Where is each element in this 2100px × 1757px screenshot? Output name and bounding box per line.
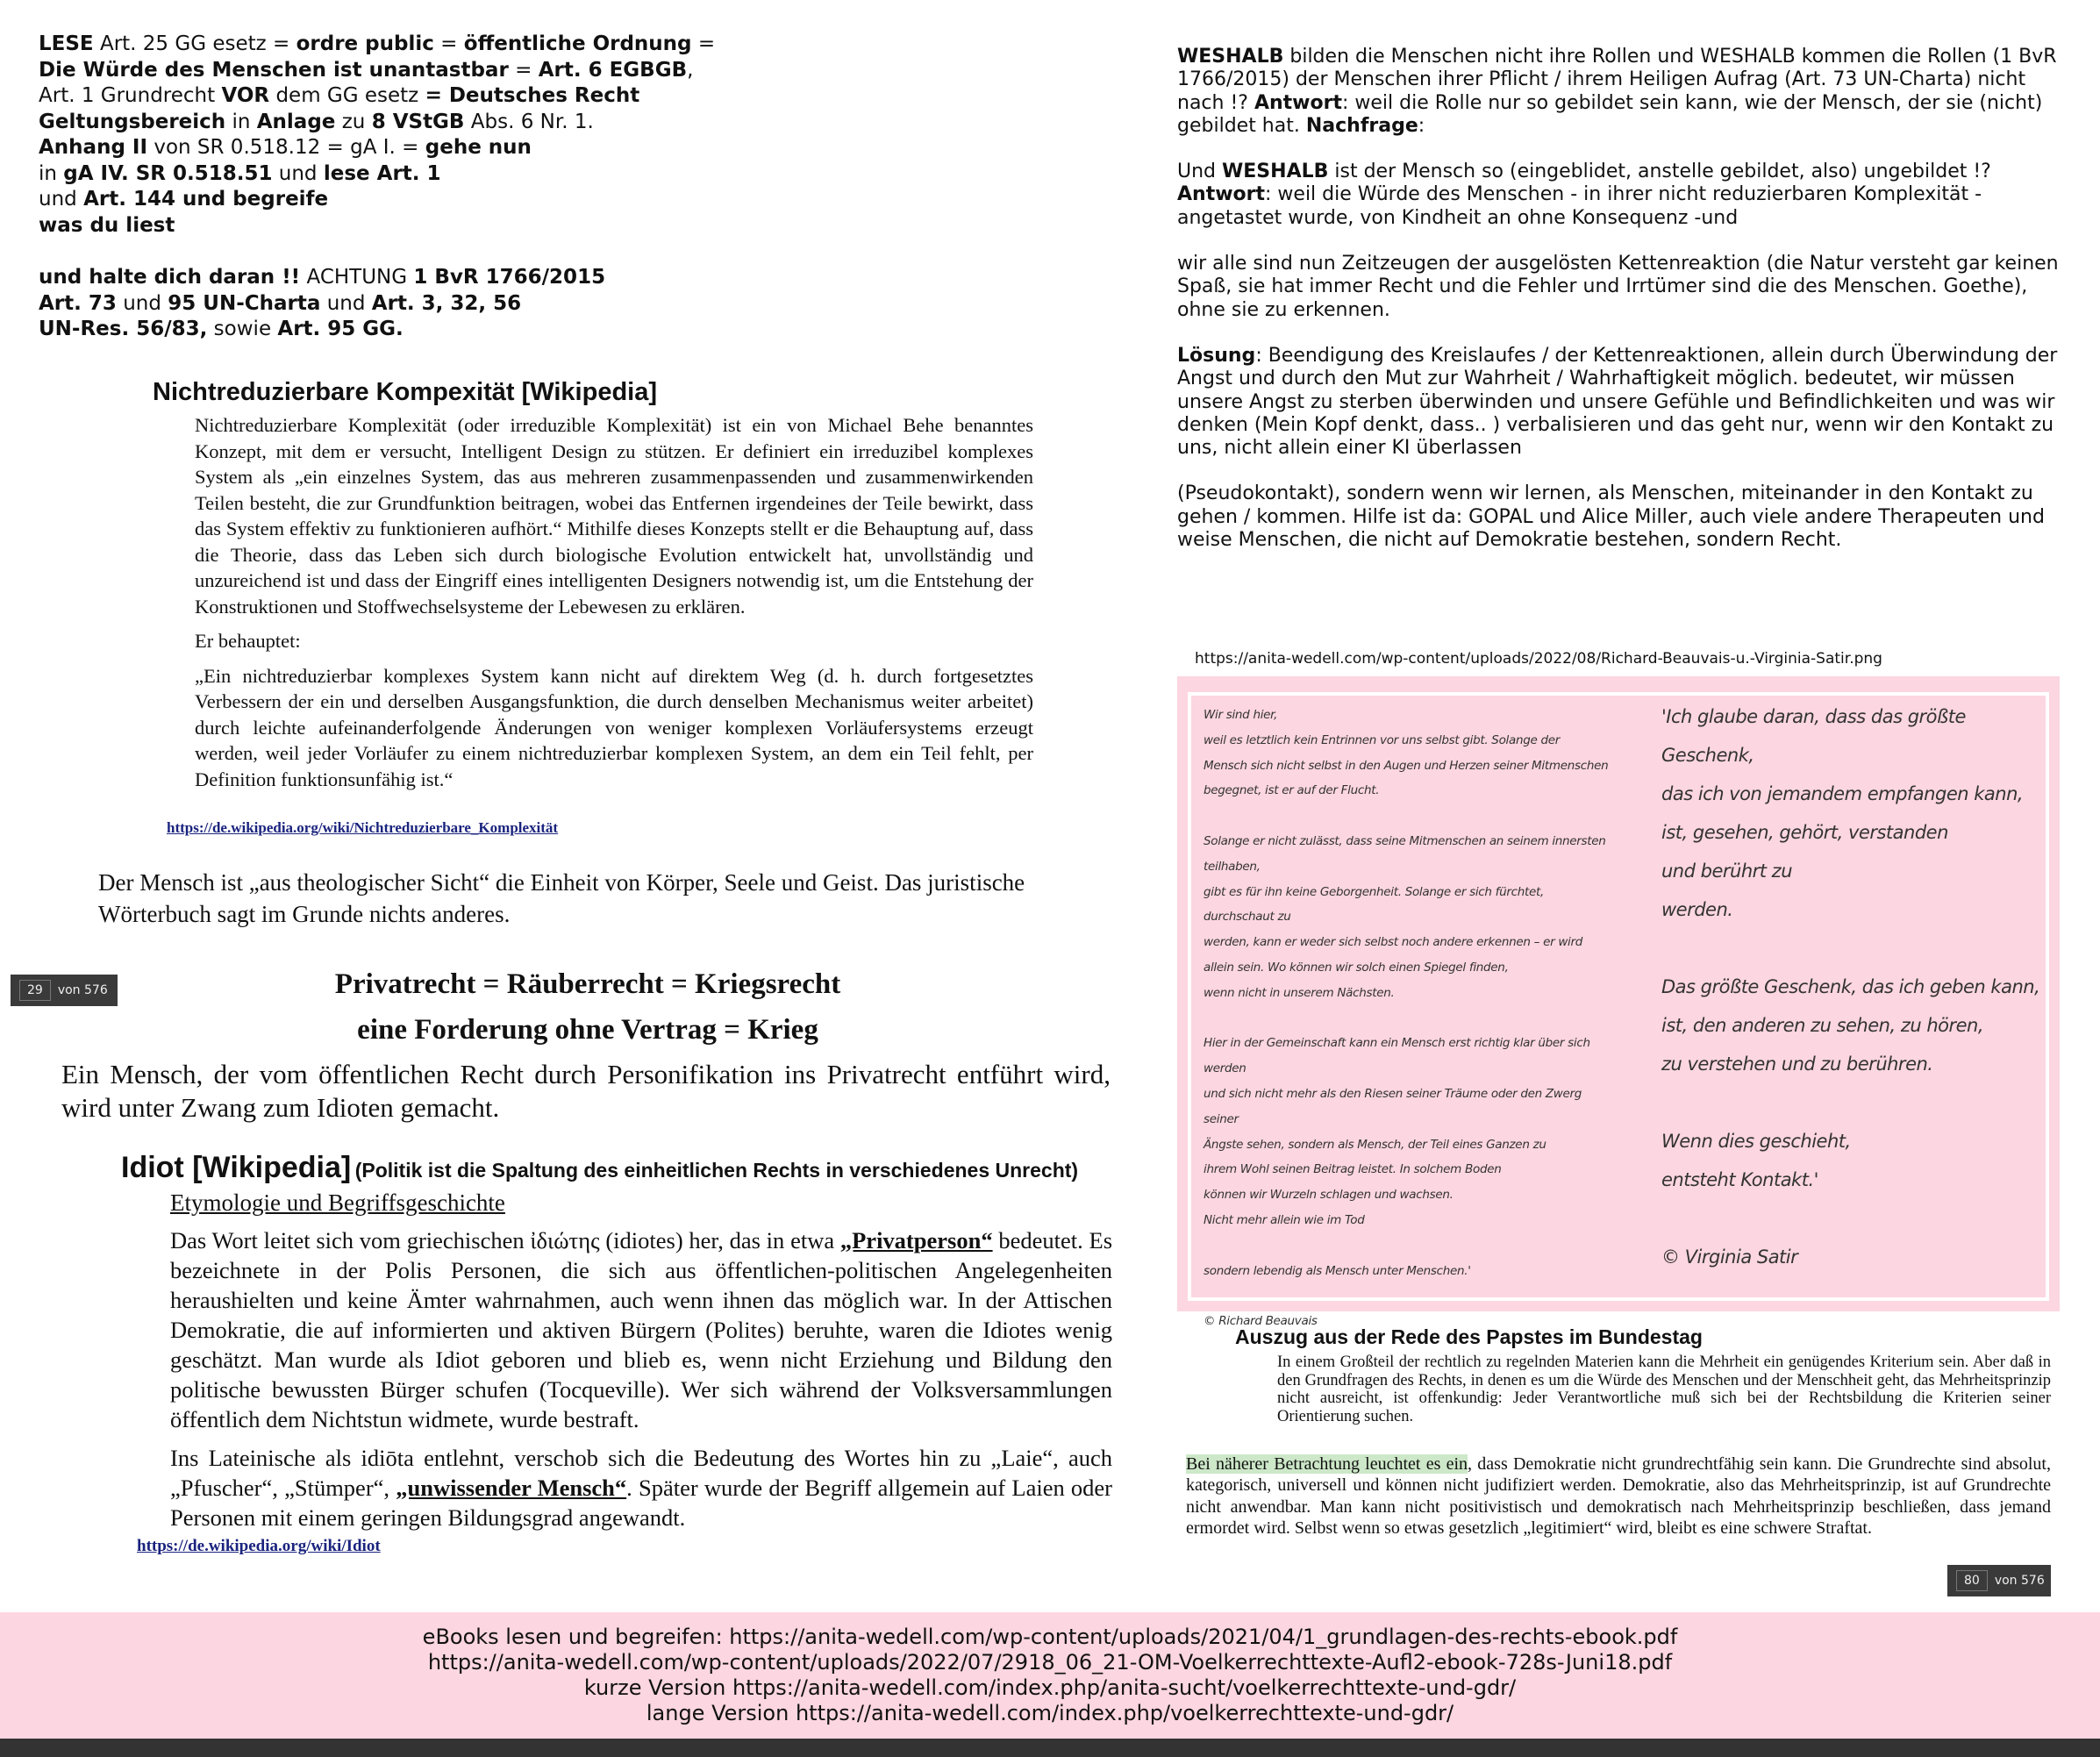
quote-line xyxy=(1661,1083,2056,1122)
text: Abs. 6 Nr. 1. xyxy=(464,110,594,133)
text: ist der Mensch so (eingeblidet, anstelle gebildet, also) ungebildet !? xyxy=(1328,161,1991,183)
text: Nachfrage xyxy=(1305,114,1418,137)
text: 95 UN-Charta xyxy=(168,291,321,315)
text: Art. 95 GG. xyxy=(277,318,404,340)
text: : weil die Rolle nur so gebildet sein kann, wie der Mensch, der sie (nicht) gebildet hat. xyxy=(1177,91,2043,137)
text: : weil die Würde des Menschen - in ihrer nicht reduzierbaren Komplexität - angetastet wurde, von Kindheit an ohne Konsequenz -und xyxy=(1177,183,1982,229)
page-number: 80 xyxy=(1956,1570,1988,1591)
text: und xyxy=(272,161,324,185)
text: ACHTUNG xyxy=(300,266,414,289)
quote-line: weil es letztlich kein Entrinnen vor uns selbst gibt. Solange der xyxy=(1204,732,1561,747)
text: sowie xyxy=(207,318,278,340)
text: Und xyxy=(1177,161,1223,183)
text: und xyxy=(116,291,168,315)
quote-line: zu verstehen und zu berühren. xyxy=(1661,1053,1933,1075)
text: Das Wort leitet sich vom griechischen ἰδιώτης (idiotes) her, das in etwa xyxy=(170,1227,840,1253)
quote-line: Nicht mehr allein wie im Tod xyxy=(1204,1212,1365,1227)
quote-line: Wir sind hier, xyxy=(1204,708,1278,722)
line xyxy=(39,32,1109,58)
paragraph xyxy=(170,1225,1112,1434)
paragraph xyxy=(170,1443,1112,1532)
quote-line: begegnet, ist er auf der Flucht. xyxy=(1204,783,1380,798)
paragraph-mensch: Der Mensch ist „aus theologischer Sicht“ die Einheit von Körper, Seele und Geist. Das juristische Wörterbuch sagt im Grunde nichts anderes. xyxy=(98,869,1025,927)
paragraph xyxy=(1177,345,2063,460)
text: . Später wurde der Begriff allgemein auf Laien oder Personen mit einem geringen Bildungsgrad angewandt. xyxy=(170,1475,1112,1531)
text: ordre public xyxy=(296,32,434,55)
quote-line: Wenn dies geschieht, xyxy=(1661,1131,1851,1152)
emphasis: „Privatperson“ xyxy=(839,1227,993,1253)
text: Ins Lateinische als idiōta entlehnt, verschob sich die Bedeutung des Wortes hin zu „Laie“, auch „Pfuscher“, „Stümper“, xyxy=(170,1445,1112,1501)
papst-section-title: Auszug aus der Rede des Papstes im Bundestag xyxy=(1235,1325,1703,1348)
page-total: von 576 xyxy=(1994,1574,2045,1588)
text: 1 BvR 1766/2015 xyxy=(413,266,606,289)
text: UN-Res. 56/83, xyxy=(39,318,208,340)
text: : Beendigung des Kreislaufes / der Kettenreaktionen, allein durch Überwindung der Angst und durch den Mut zur Wahrheit / Wahrhaftigkeit möglich. bedeutet, wir müssen unsere Angst zu sterben überwinden und unsere Gefühle und Befindlichkeiten und was wir denken (Mein Kopf denkt, dass.. ) verbalisieren und das geht nur, wenn wir den Kontakt zu uns, nicht allein einer KI überlassen xyxy=(1177,344,2058,460)
paragraph: Er behauptet: xyxy=(195,630,301,652)
quote-line xyxy=(1661,1199,2056,1238)
quote-line xyxy=(1204,804,1616,829)
image-url[interactable]: https://anita-wedell.com/wp-content/uploads/2022/08/Richard-Beauvais-u.-Virginia-Satir.png xyxy=(1195,650,1882,668)
paragraph-entfuehrt: Ein Mensch, der vom öffentlichen Recht durch Personifikation ins Privatrecht entführt wird, wird unter Zwang zum Idioten gemacht. xyxy=(61,1059,1111,1123)
text: Antwort xyxy=(1177,183,1266,206)
quote-line: © Virginia Satir xyxy=(1661,1246,1798,1268)
quote-line: und sich nicht mehr als den Riesen seiner Träume oder den Zwerg seiner xyxy=(1204,1086,1582,1126)
text: dem GG esetz xyxy=(269,84,425,107)
heading-forderung: eine Forderung ohne Vertrag = Krieg xyxy=(357,1014,818,1046)
text: = xyxy=(508,58,539,82)
text: Art. 144 und begreife xyxy=(83,188,329,211)
page-total: von 576 xyxy=(57,983,108,997)
highlighted-text: Bei näherer Betrachtung leuchtet es ein xyxy=(1186,1454,1468,1474)
text: bilden die Menschen nicht ihre Rollen und WESHALB kommen die Rollen (1 BvR 1766/2015) der Menschen ihrer Pflicht / ihrem Heiligen Aufrag (Art. 73 UN-Charta) nicht nach !? xyxy=(1177,46,2057,114)
text: und xyxy=(320,291,372,315)
quote-line: ihrem Wohl seinen Beitrag leistet. In solchem Boden xyxy=(1204,1162,1502,1177)
text: WESHALB xyxy=(1222,161,1329,183)
page-indicator xyxy=(11,975,118,1006)
subheading-etymologie: Etymologie und Begriffsgeschichte xyxy=(170,1189,505,1216)
quote-line: Das größte Geschenk, das ich geben kann, xyxy=(1661,976,2040,997)
text: bedeutet. Es bezeichnete in der Polis Personen, die sich aus öffentlichen-politischen Angelegenheiten heraushielten und keine Ämter wahrnahmen, auch wenn ihnen das möglich war. In der Attischen Demokratie, die auf informierten und aktiven Bürgern (Polites) beruhte, waren die Idiotes wenig geschätzt. Man wurde als Idiot geboren und blieb es, wenn nicht Erziehung und Bildung den politische bewussten Bürger schufen (Tocqueville). Wer sich während der Volksversammlungen öffentlich dem Nichtstun widmete, wurde bestraft. xyxy=(170,1227,1113,1432)
line xyxy=(39,187,1109,213)
text: VOR xyxy=(221,84,270,107)
quote: „Ein nichtreduzierbar komplexes System kann nicht auf direktem Weg (d. h. durch fortgesetztes Verbessern der ein und derselben Ausgangsfunktion, die durch denselben Mechanismus weiter arbeitet) durch leichte aufeinanderfolgende Änderungen von weniger komplexen Vorläufersystems erzeugt werden, weil jeder Vorläufer zu einem nichtreduzierbar komplexen System, an dem ein Teil fehlt, per Definition funktionsunfähig ist.“ xyxy=(195,664,1033,790)
text: Art. 25 GG esetz = xyxy=(93,32,296,55)
footer-link-line[interactable]: lange Version https://anita-wedell.com/index.php/voelkerrechttexte-und-gdr/ xyxy=(646,1701,1454,1725)
paragraph xyxy=(1177,161,2063,230)
quote-line: sondern lebendig als Mensch unter Menschen.' xyxy=(1204,1263,1471,1278)
text: öffentliche Ordnung xyxy=(463,32,692,55)
line xyxy=(39,213,1109,239)
quote-line: © Richard Beauvais xyxy=(1204,1314,1318,1329)
text: = xyxy=(691,32,716,55)
quote-line xyxy=(1661,929,2056,968)
text: Anlage xyxy=(256,110,336,133)
text: 8 VStGB xyxy=(371,110,465,133)
quote-line: das ich von jemandem empfangen kann, xyxy=(1661,783,2024,804)
subtitle: (Politik ist die Spaltung des einheitlichen Rechts in verschiedenes Unrecht) xyxy=(354,1159,1079,1182)
satir-quote xyxy=(1661,697,2056,1276)
line xyxy=(39,135,1109,161)
text: , dass Demokratie nicht grundrechtfähig sein kann. Die Grundrechte sind absolut, kategorisch, universell und können nicht judifiziert werden. Demokratie, also das Mehrheitsprinzip, ist auf Grundrechte nicht anwendbar. Man kann nicht positivistisch und demokratisch nach Mehrheitsprinzip beschließen, dass jemand ermordet wird. Selbst wenn so etwas gesetzlich „legitimiert“ wird, bleibt es eine schwere Straftat. xyxy=(1186,1454,2051,1538)
text: = Deutsches Recht xyxy=(425,84,640,107)
text: zu xyxy=(335,110,372,133)
quote-line: ist, den anderen zu sehen, zu hören, xyxy=(1661,1015,1984,1036)
emphasis: „unwissender Mensch“ xyxy=(396,1475,627,1501)
quote-line xyxy=(1204,1233,1616,1259)
quote-line: wenn nicht in unserem Nächsten. xyxy=(1204,985,1395,1000)
quote-line: entsteht Kontakt.' xyxy=(1661,1169,1818,1190)
text: von SR 0.518.12 = gA I. = xyxy=(147,136,425,159)
text: gA IV. SR 0.518.51 xyxy=(63,161,273,185)
text: und xyxy=(39,188,84,211)
title: Idiot [Wikipedia] xyxy=(121,1151,352,1184)
right-column-text xyxy=(1177,46,2063,575)
text: Antwort xyxy=(1254,91,1342,114)
text: Lösung xyxy=(1177,344,1256,367)
text: LESE xyxy=(39,32,94,55)
quote-line: werden. xyxy=(1661,899,1733,920)
text: Art. 73 xyxy=(39,291,117,315)
paragraph: WESHALB bilden die Menschen nicht ihre Rollen und WESHALB kommen die Rollen (1 BvR 1766/2015) der Menschen ihrer Pflicht / ihrem Heiligen Aufrag (Art. 73 UN-Charta) nicht nach !? Antwort: weil die Rolle nur so gebildet sein kann, wie der Mensch, der sie (nicht) gebildet hat. Nachfrage: xyxy=(1177,46,2057,137)
spacer xyxy=(39,239,1109,265)
text: was du liest xyxy=(39,213,175,237)
paragraph: (Pseudokontakt), sondern wenn wir lernen, als Menschen, miteinander in den Kontakt zu gehen / kommen. Hilfe ist da: GOPAL und Alice Miller, auch viele andere Therapeuten und weise Menschen, die nicht auf Demokratie bestehen, sondern Recht. xyxy=(1177,482,2045,552)
text: = xyxy=(433,32,464,55)
quote-line: Ängste sehen, sondern als Mensch, der Teil eines Ganzen zu xyxy=(1204,1137,1546,1152)
idiot-section-title xyxy=(121,1151,1078,1185)
text: in xyxy=(225,110,257,133)
footer-link-line[interactable]: kurze Version https://anita-wedell.com/index.php/anita-sucht/voelkerrechttexte-und-gdr/ xyxy=(583,1675,1517,1700)
text: gehe nun xyxy=(425,136,532,159)
wiki-excerpt xyxy=(195,412,1033,801)
line xyxy=(39,291,1109,318)
wiki-link[interactable]: https://de.wikipedia.org/wiki/Idiot xyxy=(137,1537,381,1555)
footer-links xyxy=(0,1612,2100,1739)
paragraph: Nichtreduzierbare Komplexität (oder irreduzible Komplexität) ist ein von Michael Behe benanntes Konzept, mit dem er versucht, Intelligent Design zu stützen. Er definiert ein irreduzibel komplexes System als „ein einzelnes System, das aus mehreren zusammenpassenden und zusammenwirkenden Teilen besteht, die zur Grundfunktion beitragen, wobei das Entfernen irgendeines der Teile bewirkt, dass das System effektiv zu funktionieren aufhört.“ Mithilfe dieses Konzepts stellt er die Behauptung auf, dass die Theorie, dass das Leben sich durch biologische Evolution entwickelt hat, unvollständig und unzureichend ist und dass der Eingriff eines intelligenten Designers notwendig ist, um die Entstehung der Konstruktionen und Stoffwechselsysteme der Lebewesen zu erklären. xyxy=(195,414,1033,618)
quote-line: Hier in der Gemeinschaft kann ein Mensch erst richtig klar über sich werden xyxy=(1204,1036,1590,1076)
heading-privatrecht: Privatrecht = Räuberrecht = Kriegsrecht xyxy=(334,968,841,1000)
line xyxy=(39,58,1109,84)
text: und halte dich daran !! xyxy=(39,266,301,289)
quote-line: Solange er nicht zulässt, dass seine Mitmenschen an seinem innersten teilhaben, xyxy=(1204,833,1606,874)
quote-line: können wir Wurzeln schlagen und wachsen. xyxy=(1204,1188,1454,1203)
text: lese Art. 1 xyxy=(323,161,441,185)
wiki-link[interactable]: https://de.wikipedia.org/wiki/Nichtreduzierbare_Komplexität xyxy=(167,819,559,836)
text: Die Würde des Menschen ist unantastbar xyxy=(39,58,509,82)
quote-line: werden, kann er weder sich selbst noch andere erkennen – er wird xyxy=(1204,935,1583,950)
quote-line: 'Ich glaube daran, dass das größte Geschenk, xyxy=(1661,706,1966,766)
text: WESHALB xyxy=(1177,46,1284,68)
text: Geltungsbereich xyxy=(39,110,226,133)
line xyxy=(39,265,1109,291)
quote-line: und berührt zu xyxy=(1661,861,1793,882)
footer-link-line[interactable]: eBooks lesen und begreifen: https://anita-wedell.com/wp-content/uploads/2021/04/1_grundlagen-des-rechts-ebook.pdf xyxy=(422,1625,1678,1649)
page-number: 29 xyxy=(19,980,51,1001)
text: Anhang II xyxy=(39,136,148,159)
quote-line xyxy=(1204,1006,1616,1032)
bottom-bar xyxy=(0,1739,2100,1757)
quote-line: allein sein. Wo können wir solch einen Spiegel finden, xyxy=(1204,960,1509,975)
line xyxy=(39,110,1109,136)
papst-quote: In einem Großteil der rechtlich zu regelnden Materien kann die Mehrheit ein genügendes Kriterium sein. Aber daß in den Grundfragen des Rechts, in denen es um die Würde des Menschen und der Menschheit geht, das Mehrheitsprinzip nicht ausreicht, ist offenkundig: Jeder Verantwortliche muß sich bei der Rechtsbildung die Kriterien seiner Orientierung suchen. xyxy=(1277,1353,2051,1426)
quote-line xyxy=(1204,1283,1616,1309)
text: Art. 6 EGBGB xyxy=(538,58,688,82)
footer-link-line[interactable]: https://anita-wedell.com/wp-content/uploads/2022/07/2918_06_21-OM-Voelkerrechttexte-Aufl2-ebook-728s-Juni18.pdf xyxy=(427,1650,1673,1675)
legal-reference-block xyxy=(39,32,1109,343)
quote-line: gibt es für ihn keine Geborgenheit. Solange er sich fürchtet, durchschaut zu xyxy=(1204,884,1544,925)
idiot-excerpt xyxy=(170,1225,1112,1541)
quote-line: Mensch sich nicht selbst in den Augen und Herzen seiner Mitmenschen xyxy=(1204,758,1609,773)
page-indicator xyxy=(1947,1565,2051,1596)
line xyxy=(39,83,1109,110)
text: Art. 1 Grundrecht xyxy=(39,84,222,107)
line xyxy=(39,317,1109,343)
text: , xyxy=(687,58,694,82)
beauvais-quote xyxy=(1204,703,1616,1334)
text: in xyxy=(39,161,64,185)
quote-line: ist, gesehen, gehört, verstanden xyxy=(1661,822,1948,843)
paragraph: wir alle sind nun Zeitzeugen der ausgelösten Kettenreaktion (die Natur versteht gar keinen Spaß, sie hat immer Recht und die Fehler und Irrtümer sind die des Menschen. Goethe), ohne sie zu erkennen. xyxy=(1177,253,2059,321)
quote-card xyxy=(1177,676,2060,1329)
line xyxy=(39,161,1109,188)
text: Art. 3, 32, 56 xyxy=(371,291,522,315)
wiki-section-title: Nichtreduzierbare Kompexität [Wikipedia] xyxy=(153,378,658,406)
papst-commentary xyxy=(1186,1453,2051,1539)
